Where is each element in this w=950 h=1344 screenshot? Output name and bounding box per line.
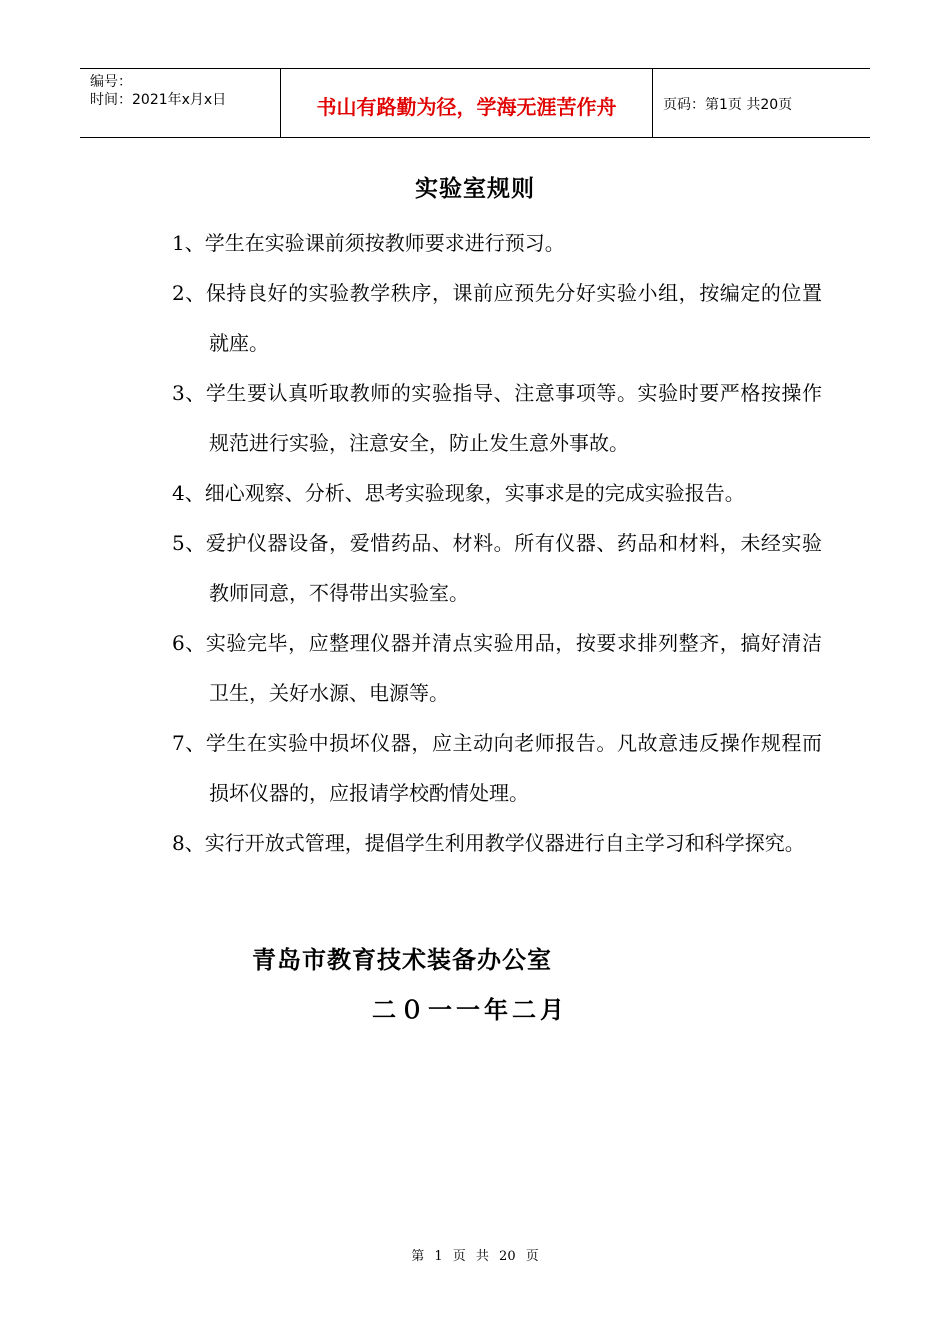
rule-item: 4、细心观察、分析、思考实验现象，实事求是的完成实验报告。 (172, 481, 745, 505)
page-footer: 第 1 页 共 20 页 (411, 1249, 539, 1264)
time-label: 时间：2021年x月x日 (90, 92, 227, 108)
issuing-office: 青岛市教育技术装备办公室 (252, 945, 552, 974)
document-header (80, 68, 870, 138)
rule-item: 6、实验完毕，应整理仪器并清点实验用品，按要求排列整齐，搞好清洁卫生，关好水源、电源等。 (172, 631, 822, 705)
rules-list (172, 218, 822, 868)
number-label: 编号： (90, 74, 132, 90)
rule-item: 1、学生在实验课前须按教师要求进行预习。 (172, 231, 565, 255)
rule-item: 2、保持良好的实验教学秩序，课前应预先分好实验小组，按编定的位置就座。 (172, 281, 822, 355)
issue-date: 二０一一年二月 (372, 995, 568, 1024)
rule-item: 3、学生要认真听取教师的实验指导、注意事项等。实验时要严格按操作规范进行实验，注意安全，防止发生意外事故。 (172, 381, 822, 455)
rule-item: 5、爱护仪器设备，爱惜药品、材料。所有仪器、药品和材料，未经实验教师同意，不得带出实验室。 (172, 531, 822, 605)
header-meta-cell (80, 69, 281, 137)
document-title: 实验室规则 (415, 176, 535, 202)
page-info: 页码：第1页 共20页 (663, 97, 793, 113)
rule-item: 7、学生在实验中损坏仪器，应主动向老师报告。凡故意违反操作规程而损坏仪器的，应报请学校酌情处理。 (172, 731, 822, 805)
rule-item: 8、实行开放式管理，提倡学生利用教学仪器进行自主学习和科学探究。 (172, 831, 805, 855)
header-motto-cell (281, 69, 653, 137)
motto-text: 书山有路勤为径，学海无涯苦作舟 (316, 95, 617, 119)
header-page-cell (653, 69, 870, 137)
